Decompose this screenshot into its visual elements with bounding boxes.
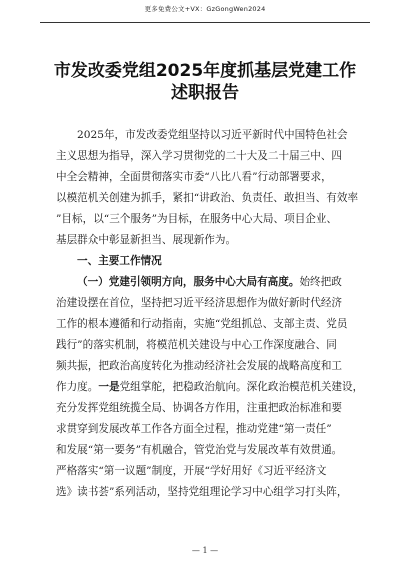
body-line: 中全会精神，全面贯彻落实市委“八比八看”行动部署要求， bbox=[56, 171, 332, 183]
body-line: 工作的根本遵循和行动指南，实施“党组抓总、支部主责、党员 bbox=[56, 318, 348, 330]
body-line: 以模范机关创建为抓手，紧扣“讲政治、负责任、敢担当、有效率 bbox=[56, 192, 359, 204]
title-line-1: 市发改委党组2025年度抓基层党建工作 bbox=[53, 61, 357, 81]
body-line: ”目标，以“三个服务”为目标，在服务中心大局、项目企业、 bbox=[56, 213, 338, 225]
subsection-heading: （一）党建引领明方向，服务中心大局有高度。 bbox=[77, 276, 300, 288]
subsection-heading-rest: 始终把政 bbox=[299, 276, 342, 288]
title-line-2: 述职报告 bbox=[171, 83, 239, 103]
section-heading: 一、主要工作情况 bbox=[77, 255, 162, 267]
body-line: 2025年，市发改委党组坚持以习近平新时代中国特色社会 bbox=[77, 129, 348, 141]
body-line: 主义思想为指导，深入学习贯彻党的二十大及二十届三中、四 bbox=[56, 150, 343, 162]
document-body bbox=[56, 125, 364, 503]
body-line: 和发展“第一要务”有机融合，管党治党与发展改革有效贯通。 bbox=[56, 444, 343, 456]
body-text-segment: 作力度。 bbox=[56, 381, 99, 393]
body-line: 频共振，把政治高度转化为推动经济社会发展的战略高度和工 bbox=[56, 360, 343, 372]
body-line: 选》读书荟”系列活动，坚持党组理论学习中心组学习打头阵， bbox=[56, 486, 348, 498]
body-line: 严格落实“第一议题”制度，开展“学好用好《习近平经济文 bbox=[56, 465, 327, 477]
page-header bbox=[40, 0, 370, 23]
body-line: 充分发挥党组统揽全局、协调各方作用，注重把政治标准和要 bbox=[56, 402, 343, 414]
body-line: 治建设摆在首位，坚持把习近平经济思想作为做好新时代经济 bbox=[56, 297, 343, 309]
body-text-segment: 党组掌舵，把稳政治航向。深化政治模范机关建设， bbox=[119, 381, 364, 393]
body-line: 求贯穿到发展改革工作各方面全过程，推动党建“第一责任” bbox=[56, 423, 332, 435]
document-title bbox=[30, 60, 380, 104]
body-line: 基层群众中彰显新担当、展现新作为。 bbox=[56, 234, 237, 246]
body-line-mixed bbox=[56, 377, 364, 398]
subsection-heading-line bbox=[56, 272, 356, 293]
header-text: 更多免费公文+VX：GzGongWen2024 bbox=[144, 5, 266, 13]
bold-phrase: 一是 bbox=[98, 381, 120, 393]
body-line: 践行”的落实机制，将模范机关建设与中心工作深度融合、同 bbox=[56, 339, 337, 351]
page-number: — 1 — bbox=[191, 546, 219, 555]
